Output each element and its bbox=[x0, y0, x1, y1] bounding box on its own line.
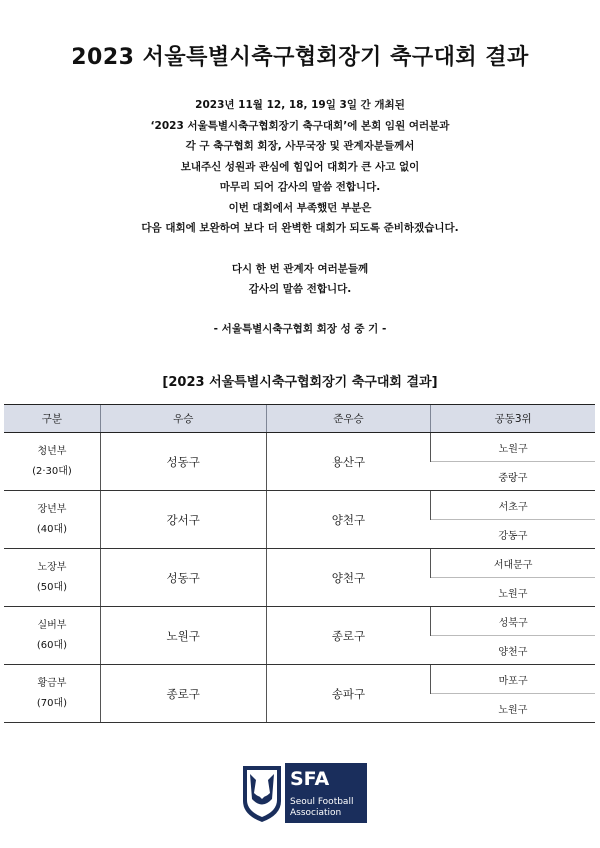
runner-up-cell: 송파구 bbox=[266, 665, 431, 723]
division-name: 청년부 bbox=[37, 445, 67, 457]
message-line: 각 구 축구협회 회장, 사무국장 및 관계자분들께서 bbox=[185, 140, 415, 152]
division-cell bbox=[4, 433, 100, 491]
results-title: [2023 서울특별시축구협회장기 축구대회 결과] bbox=[162, 375, 438, 390]
results-table bbox=[4, 404, 595, 723]
division-age: (50대) bbox=[36, 581, 68, 593]
division-cell bbox=[4, 491, 100, 549]
closing-line: 감사의 말씀 전합니다. bbox=[248, 283, 352, 295]
signature: - 서울특별시축구협회 회장 성 중 기 - bbox=[213, 322, 387, 335]
message-line: 이번 대회에서 부족했던 부분은 bbox=[228, 201, 372, 214]
runner-up-cell: 양천구 bbox=[266, 491, 431, 549]
winner-cell: 종로구 bbox=[100, 665, 266, 723]
winner-cell: 성동구 bbox=[100, 433, 266, 491]
division-name: 황금부 bbox=[37, 677, 67, 689]
header-division: 구분 bbox=[4, 405, 100, 433]
table-row bbox=[4, 665, 595, 694]
third-place-cell: 성북구 bbox=[431, 607, 595, 636]
table-row bbox=[4, 491, 595, 520]
message-line: 마무리 되어 감사의 말씀 전합니다. bbox=[219, 181, 381, 193]
thank-you-message bbox=[0, 95, 600, 339]
division-name: 노장부 bbox=[37, 561, 67, 573]
third-place-cell: 서대문구 bbox=[431, 549, 595, 578]
division-age: (40대) bbox=[36, 523, 68, 535]
header-runner-up: 준우승 bbox=[266, 405, 431, 433]
table-row bbox=[4, 433, 595, 462]
message-line: ‘2023 서울특별시축구협회장기 축구대회’에 본회 임원 여러분과 bbox=[150, 119, 450, 132]
header-winner: 우승 bbox=[100, 405, 266, 433]
table-row bbox=[4, 549, 595, 578]
table-header-row bbox=[4, 405, 595, 433]
message-line: 2023년 11월 12, 18, 19일 3일 간 개최된 bbox=[195, 99, 405, 111]
closing-line: 다시 한 번 관계자 여러분들께 bbox=[231, 262, 369, 275]
division-cell bbox=[4, 607, 100, 665]
message-line: 다음 대회에 보완하여 보다 더 완벽한 대회가 되도록 준비하겠습니다. bbox=[141, 222, 459, 234]
third-place-cell: 마포구 bbox=[431, 665, 595, 694]
division-name: 실버부 bbox=[37, 619, 67, 631]
header-third-place: 공동3위 bbox=[431, 405, 595, 433]
division-age: (60대) bbox=[36, 639, 68, 651]
table-row bbox=[4, 607, 595, 636]
runner-up-cell: 양천구 bbox=[266, 549, 431, 607]
third-place-cell: 강동구 bbox=[431, 520, 595, 549]
message-line: 보내주신 성원과 관심에 힘입어 대회가 큰 사고 없이 bbox=[180, 160, 420, 173]
division-age: (70대) bbox=[36, 697, 68, 709]
sfa-logo bbox=[241, 763, 367, 823]
division-age: (2·30대) bbox=[32, 465, 72, 477]
runner-up-cell: 종로구 bbox=[266, 607, 431, 665]
third-place-cell: 서초구 bbox=[431, 491, 595, 520]
division-cell bbox=[4, 665, 100, 723]
third-place-cell: 중랑구 bbox=[431, 462, 595, 491]
logo-abbr: SFA bbox=[290, 768, 330, 790]
division-name: 장년부 bbox=[37, 503, 67, 515]
tiger-shield-icon bbox=[243, 766, 281, 822]
runner-up-cell: 용산구 bbox=[266, 433, 431, 491]
third-place-cell: 노원구 bbox=[431, 433, 595, 462]
logo-name-line1: Seoul Football bbox=[290, 797, 354, 807]
winner-cell: 성동구 bbox=[100, 549, 266, 607]
third-place-cell: 노원구 bbox=[431, 694, 595, 723]
third-place-cell: 노원구 bbox=[431, 578, 595, 607]
division-cell bbox=[4, 549, 100, 607]
page-title: 2023 서울특별시축구협회장기 축구대회 결과 bbox=[71, 45, 529, 70]
logo-name-line2: Association bbox=[290, 808, 342, 818]
winner-cell: 노원구 bbox=[100, 607, 266, 665]
third-place-cell: 양천구 bbox=[431, 636, 595, 665]
winner-cell: 강서구 bbox=[100, 491, 266, 549]
